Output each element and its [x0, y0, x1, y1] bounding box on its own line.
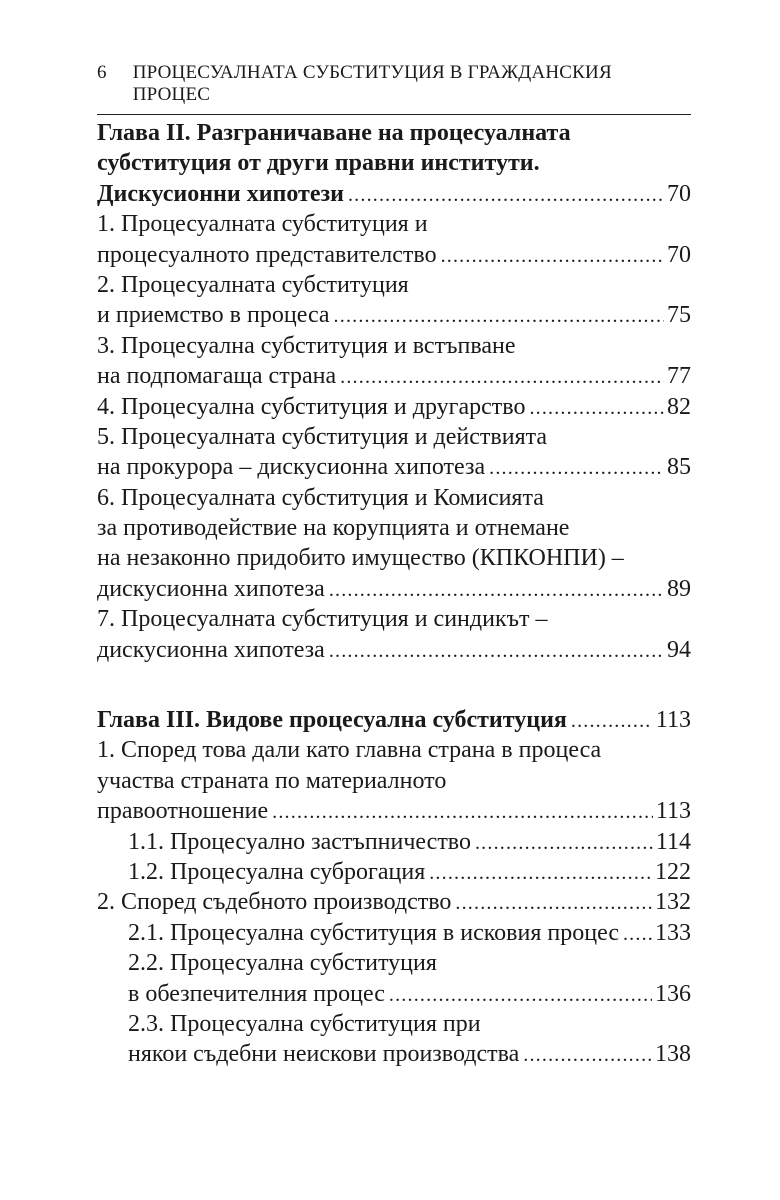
toc-text: дискусионна хипотеза [97, 575, 325, 602]
chapter-gap [97, 665, 691, 705]
toc-entry-line [97, 857, 691, 887]
toc-page-number: 138 [655, 1041, 691, 1068]
toc-text: на незаконно придобито имущество (КПКОНПИ) – [97, 545, 624, 572]
toc-page-number: 70 [667, 180, 691, 207]
dot-leader [389, 980, 652, 1010]
toc-entry-line [97, 331, 691, 361]
toc-text: някои съдебни неискови производства [128, 1041, 520, 1068]
dot-leader [455, 888, 652, 918]
toc-page-number: 113 [655, 707, 691, 734]
toc-text: процесуалното представителство [97, 241, 437, 268]
toc-entry-line [97, 635, 691, 665]
toc-page-number: 75 [667, 302, 691, 329]
toc-text: 3. Процесуална субституция и встъпване [97, 332, 516, 359]
dot-leader [475, 828, 653, 858]
toc-chapter-3 [97, 705, 691, 1070]
toc-text: правоотношение [97, 798, 269, 825]
toc-text: дискусионна хипотеза [97, 636, 325, 663]
toc-entry-line [97, 796, 691, 826]
toc-text: субституция от други правни институти. [97, 150, 540, 177]
page-number: 6 [97, 62, 107, 83]
toc-entry-line [97, 1039, 691, 1069]
toc-chapter-title-line [97, 148, 691, 178]
toc-text: 7. Процесуалната субституция и синдикът – [97, 606, 548, 633]
toc-text: 1.1. Процесуално застъпничество [128, 828, 471, 855]
toc-chapter-2 [97, 118, 691, 665]
toc-text: Дискусионни хипотези [97, 180, 344, 207]
toc-text: 4. Процесуална субституция и другарство [97, 393, 526, 420]
dot-leader [329, 636, 664, 666]
toc-entry-line [97, 604, 691, 634]
toc-entry-line [97, 827, 691, 857]
toc-entry-line [97, 422, 691, 452]
toc-chapter-title-line [97, 179, 691, 209]
toc-text: и приемство в процеса [97, 302, 330, 329]
dot-leader [489, 453, 664, 483]
toc-text: участва страната по материалното [97, 767, 447, 794]
toc-entry-line [97, 240, 691, 270]
dot-leader [334, 301, 664, 331]
toc-page-number: 85 [667, 454, 691, 481]
toc-entry-line [97, 948, 691, 978]
toc-entry-line [97, 392, 691, 422]
toc-entry-line [97, 361, 691, 391]
running-title: ПРОЦЕСУАЛНАТА СУБСТИТУЦИЯ В ГРАЖДАНСКИЯ ПРОЦЕС [132, 62, 612, 105]
dot-leader [523, 1040, 652, 1070]
toc-entry-line [97, 735, 691, 765]
toc-page-number: 132 [655, 889, 691, 916]
toc-text: 2.3. Процесуална субституция при [128, 1010, 481, 1037]
toc-text: на подпомагаща страна [97, 363, 337, 390]
dot-leader [441, 241, 664, 271]
toc-page-number: 114 [655, 828, 691, 855]
toc-entry-line [97, 452, 691, 482]
toc-entry-line [97, 300, 691, 330]
dot-leader [272, 797, 653, 827]
running-header [97, 62, 691, 115]
toc-page-number: 122 [655, 858, 691, 885]
dot-leader [348, 180, 664, 210]
toc-entry-line [97, 543, 691, 573]
toc-page-number: 94 [667, 636, 691, 663]
toc-text: на прокурора – дискусионна хипотеза [97, 454, 486, 481]
toc-entry-line [97, 270, 691, 300]
toc-chapter-title-line [97, 118, 691, 148]
toc-page-number: 113 [655, 798, 691, 825]
toc-text: 2. Процесуалната субституция [97, 271, 409, 298]
toc-text: 5. Процесуалната субституция и действията [97, 423, 548, 450]
toc-page-number: 70 [667, 241, 691, 268]
toc-page-number: 133 [655, 919, 691, 946]
toc-text: 2.2. Процесуална субституция [128, 950, 437, 977]
toc-entry-line [97, 887, 691, 917]
toc-text: 2.1. Процесуална субституция в исковия процес [128, 919, 619, 946]
toc-text: 6. Процесуалната субституция и Комисията [97, 484, 544, 511]
dot-leader [429, 858, 652, 888]
toc-text: 2. Според съдебното производство [97, 889, 452, 916]
toc-entry-line [97, 1009, 691, 1039]
toc-text: 1. Процесуалната субституция и [97, 211, 428, 238]
toc-entry-line [97, 766, 691, 796]
dot-leader [623, 919, 652, 949]
toc-entry-line [97, 574, 691, 604]
dot-leader [340, 362, 664, 392]
dot-leader [529, 393, 664, 423]
dot-leader [571, 706, 653, 736]
toc-text: Глава II. Разграничаване на процесуалната [97, 120, 571, 146]
toc-text: в обезпечителния процес [128, 980, 385, 1007]
toc-text: 1. Според това дали като главна страна в процеса [97, 737, 602, 764]
toc-page-number: 77 [667, 363, 691, 390]
toc-entry-line [97, 918, 691, 948]
toc-page-number: 89 [667, 575, 691, 602]
toc-page-number: 136 [655, 980, 691, 1007]
toc-text: 1.2. Процесуална суброгация [128, 858, 426, 885]
table-of-contents [97, 118, 691, 1070]
toc-entry-line [97, 483, 691, 513]
toc-entry-line [97, 513, 691, 543]
dot-leader [329, 575, 664, 605]
toc-text: за противодействие на корупцията и отнемане [97, 515, 570, 542]
toc-chapter-title-line [97, 705, 691, 735]
toc-entry-line [97, 209, 691, 239]
toc-entry-line [97, 979, 691, 1009]
toc-text: Глава III. Видове процесуална субституция [97, 707, 567, 734]
toc-page-number: 82 [667, 393, 691, 420]
